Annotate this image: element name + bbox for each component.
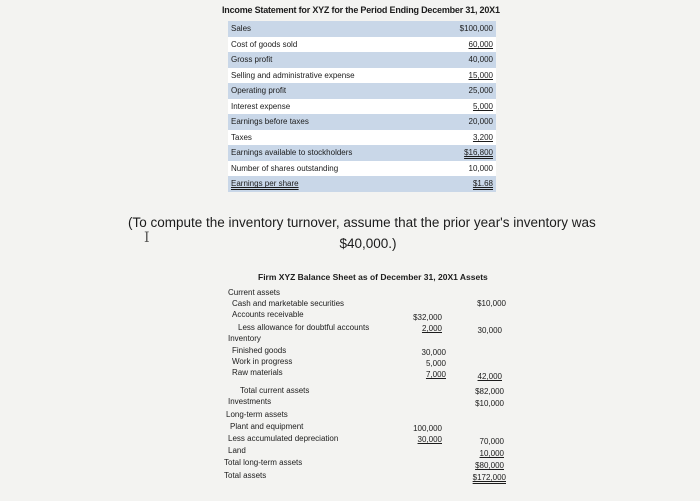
table-row	[228, 114, 496, 130]
table-row	[228, 99, 496, 115]
note-line-2: $40,000.)	[339, 236, 397, 251]
ar-net: 30,000	[477, 326, 502, 335]
inventory-note	[128, 212, 608, 254]
row-label: Cost of goods sold	[228, 37, 434, 53]
row-value: 20,000	[434, 114, 496, 130]
table-row	[228, 176, 496, 192]
current-assets-heading: Current assets	[228, 288, 281, 297]
row-value: 40,000	[434, 52, 496, 68]
total-current-value: $82,000	[475, 387, 504, 396]
raw-materials-label: Raw materials	[232, 368, 283, 377]
row-value: 5,000	[434, 99, 496, 115]
row-label: Gross profit	[228, 52, 434, 68]
finished-goods-value: 30,000	[421, 348, 446, 357]
ar-value: $32,000	[413, 313, 442, 322]
row-value: 15,000	[434, 68, 496, 84]
wip-value: 5,000	[425, 359, 446, 368]
total-assets-label: Total assets	[224, 471, 267, 480]
table-row	[228, 130, 496, 146]
depreciation-value: 30,000	[417, 435, 442, 444]
allowance-value: 2,000	[421, 324, 442, 333]
finished-goods-label: Finished goods	[232, 346, 287, 355]
table-row	[228, 52, 496, 68]
ar-label: Accounts receivable	[232, 310, 304, 319]
row-label: Interest expense	[228, 99, 434, 115]
row-value: 60,000	[434, 37, 496, 53]
row-value: $1.68	[434, 176, 496, 192]
inventory-label: Inventory	[228, 334, 261, 343]
income-statement-table	[228, 21, 496, 192]
long-term-heading: Long-term assets	[226, 410, 288, 419]
investments-value: $10,000	[475, 399, 504, 408]
note-line-1: (To compute the inventory turnover, assume that the prior year's inventory was	[128, 215, 596, 230]
row-value: 3,200	[434, 130, 496, 146]
raw-materials-value: 7,000	[425, 370, 446, 379]
total-long-term-value: $80,000	[475, 461, 504, 470]
table-row	[228, 145, 496, 161]
inventory-total: 42,000	[477, 372, 502, 381]
table-row	[228, 161, 496, 177]
total-long-term-label: Total long-term assets	[224, 458, 303, 467]
plant-value: 100,000	[413, 424, 442, 433]
total-assets-value: $172,000	[472, 473, 506, 482]
row-value: $100,000	[434, 21, 496, 37]
depreciation-label: Less accumulated depreciation	[228, 434, 339, 443]
balance-sheet-title: Firm XYZ Balance Sheet as of December 31, 20X1 Assets	[258, 272, 488, 282]
row-label: Operating profit	[228, 83, 434, 99]
row-label: Sales	[228, 21, 434, 37]
investments-label: Investments	[228, 397, 272, 406]
row-label: Taxes	[228, 130, 434, 146]
plant-label: Plant and equipment	[230, 422, 304, 431]
income-statement-title: Income Statement for XYZ for the Period Ending December 31, 20X1	[222, 5, 500, 15]
row-label: Earnings available to stockholders	[228, 145, 434, 161]
cash-label: Cash and marketable securities	[232, 299, 345, 308]
land-value: 10,000	[479, 449, 504, 458]
table-row	[228, 21, 496, 37]
wip-label: Work in progress	[232, 357, 293, 366]
table-row	[228, 83, 496, 99]
row-label: Earnings per share	[228, 176, 434, 192]
row-label: Number of shares outstanding	[228, 161, 434, 177]
plant-net: 70,000	[479, 437, 504, 446]
row-value: 10,000	[434, 161, 496, 177]
total-current-label: Total current assets	[240, 386, 310, 395]
row-label: Selling and administrative expense	[228, 68, 434, 84]
text-cursor-icon: I	[144, 230, 150, 246]
row-value: 25,000	[434, 83, 496, 99]
table-row	[228, 68, 496, 84]
table-row	[228, 37, 496, 53]
row-value: $16,800	[434, 145, 496, 161]
land-label: Land	[228, 446, 246, 455]
cash-total: $10,000	[477, 299, 506, 308]
allowance-label: Less allowance for doubtful accounts	[238, 323, 370, 332]
row-label: Earnings before taxes	[228, 114, 434, 130]
